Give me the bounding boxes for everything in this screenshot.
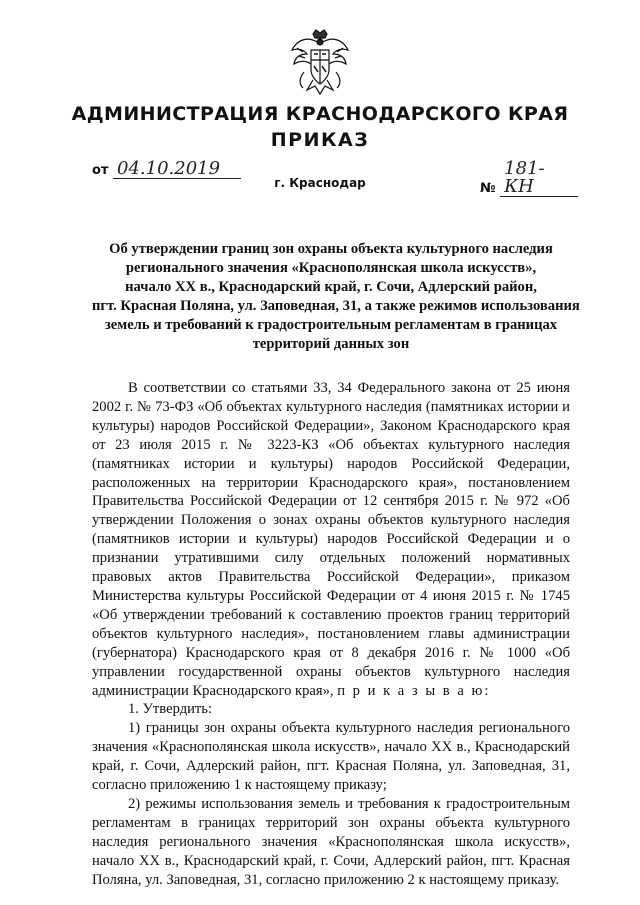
title-line: Об утверждении границ зон охраны объекта культурного наследия [109,241,553,257]
preamble-text: В соответствии со статьями 33, 34 Федерального закона от 25 июня 2002 г. № 73-ФЗ «Об объектах культурного наследия (памятниках истории и культуры) народов Российской Федерации», Законом Краснодарского края от 23 июля 2015 г. № 3223-КЗ «Об объектах культурного наследия (памятниках истории и культуры) народов Российской Федерации, расположенных на территории Краснодарского края», постановлением Правительства Российской Федерации от 12 сентября 2015 г. № 972 «Об утверждении Положения о зонах охраны объектов культурного наследия (памятников истории и культуры) народов Российской Федерации и о признании утратившими силу отдельных положений нормативных правовых актов Правительства Российской Федерации», приказом Министерства культуры Российской Федерации от 4 июня 2015 г. № 1745 «Об утверждении требований к составлению проектов границ территорий объектов культурного наследия», постановлением главы администрации (губернатора) Краснодарского края от 8 декабря 2016 г. № 1000 «Об управлении государственной охраны объектов культурного наследия администрации Краснодарского края», [92,380,570,699]
item-1-2: 2) режимы использования земель и требования к градостроительным регламентам в границах территорий зон охраны объекта культурного наследия регионального значения «Краснополянская школа искусств», начало XX в., Краснодарский край, г. Сочи, Адлерский район, пгт. Красная Поляна, ул. Заповедная, 31, согласно приложению 2 к настоящему приказу. [92,795,570,888]
handwritten-date: 04.10.2019 [113,160,241,179]
title-line: земель и требований к градостроительным регламентам в границах [104,317,558,333]
organization-name: АДМИНИСТРАЦИЯ КРАСНОДАРСКОГО КРАЯ [71,103,569,125]
item-1-1: 1) границы зон охраны объекта культурного наследия регионального значения «Краснополянская школа искусств», начало XX в., Краснодарский край, г. Сочи, Адлерский район, пгт. Красная Поляна, ул. Заповедная, 31, согласно приложению 1 к настоящему приказу; [92,720,570,794]
document-body [92,379,570,889]
order-word: п р и к а з ы в а ю: [337,682,491,699]
preamble-paragraph [92,379,570,700]
document-title [92,240,580,354]
city: г. Краснодар [274,176,366,190]
title-line: регионального значения «Краснополянская школа искусств», [125,260,537,276]
title-line: территорий данных зон [252,336,410,352]
document-type: ПРИКАЗ [270,129,370,151]
number-prefix: № [480,181,496,196]
title-line: пгт. Красная Поляна, ул. Заповедная, 31, а также режимов использования [92,298,580,314]
coat-of-arms-icon [289,28,351,98]
date-prefix: от [92,163,109,178]
item-1: 1. Утвердить: [128,701,213,718]
title-line: начало XX в., Краснодарский край, г. Сочи, Адлерский район, [125,279,537,295]
handwritten-number: 181-КН [500,160,578,197]
